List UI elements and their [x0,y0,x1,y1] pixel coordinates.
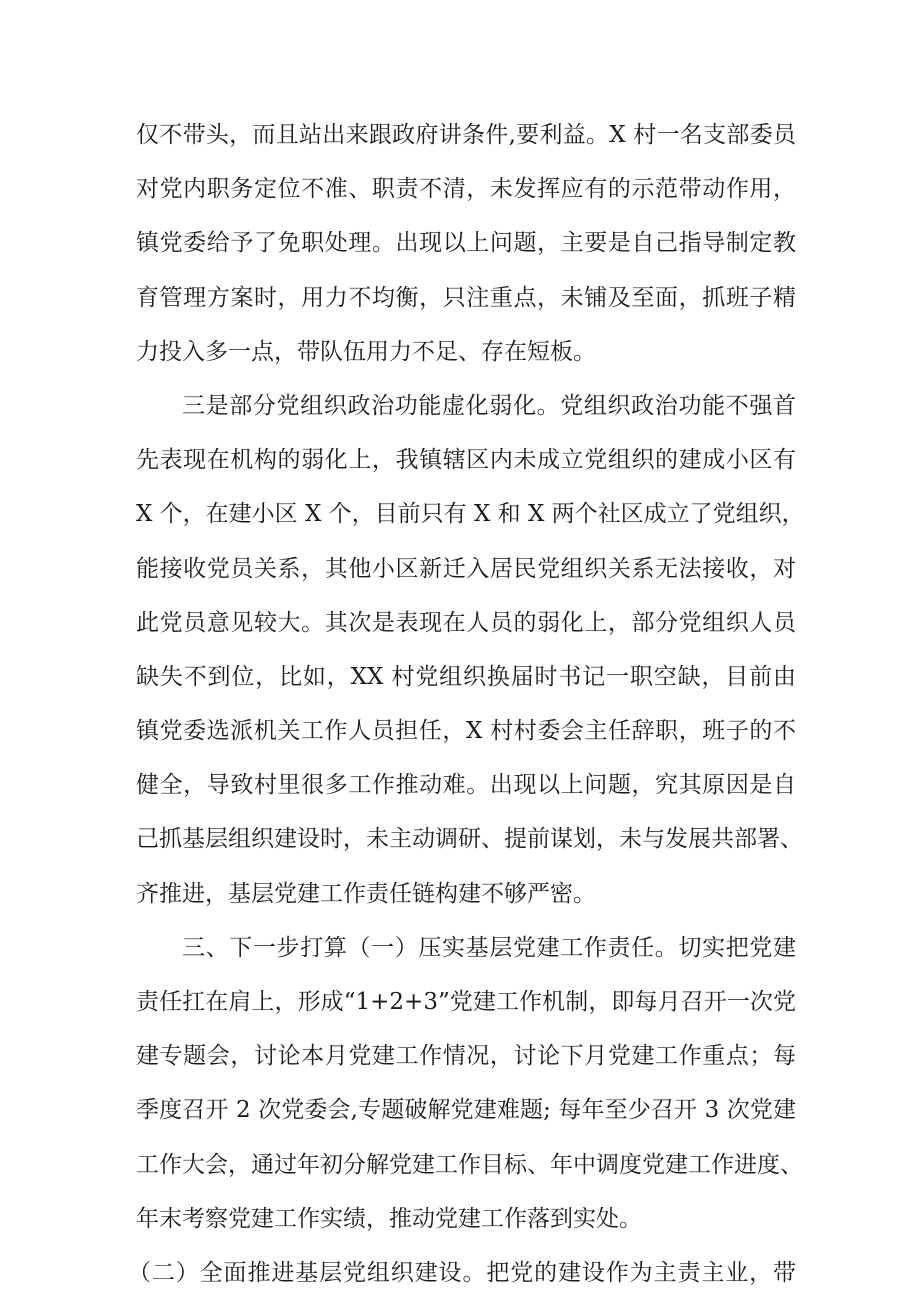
text-line: 镇党委给予了免职处理。出现以上问题，主要是自己指导制定教 [136,230,796,257]
text-line: 健全，导致村里很多工作推动难。出现以上问题，究其原因是自 [136,772,796,799]
text-line: 缺失不到位，比如，XX 村党组织换届时书记一职空缺，目前由 [136,663,796,690]
text-line: X 个，在建小区 X 个，目前只有 X 和 X 两个社区成立了党组织， [136,501,805,528]
text-line: 年末考察党建工作实绩，推动党建工作落到实处。 [136,1205,642,1232]
text-line: 对党内职务定位不准、职责不清，未发挥应有的示范带动作用， [136,176,796,203]
text-line: 此党员意见较大。其次是表现在人员的弱化上，部分党组织人员 [136,609,796,636]
text-line: 育管理方案时，用力不均衡，只注重点，未铺及至面，抓班子精 [136,284,796,311]
text-line: 己抓基层组织建设时，未主动调研、提前谋划，未与发展共部署、 [136,826,803,853]
paragraph-first-line: 三、下一步打算（一）压实基层党建工作责任。切实把党建 [182,934,796,961]
paragraph-first-line: （二）全面推进基层党组织建设。把党的建设作为主责主业，带 [128,1259,796,1286]
text-line: 仅不带头，而且站出来跟政府讲条件,要利益。X 村一名支部委员 [136,122,796,148]
text-line: 先表现在机构的弱化上，我镇辖区内未成立党组织的建成小区有 [136,447,796,474]
text-line: 工作大会，通过年初分解党建工作目标、年中调度党建工作进度、 [136,1151,803,1178]
text-line: 责任扛在肩上，形成“1+2+3”党建工作机制，即每月召开一次党 [136,989,796,1015]
text-line: 建专题会，讨论本月党建工作情况，讨论下月党建工作重点；每 [136,1043,796,1070]
paragraph-first-line: 三是部分党组织政治功能虚化弱化。党组织政治功能不强首 [182,392,796,419]
text-line: 季度召开 2 次党委会,专题破解党建难题; 每年至少召开 3 次党建 [136,1097,796,1124]
text-line: 齐推进，基层党建工作责任链构建不够严密。 [136,880,596,907]
document-body [128,108,805,1300]
text-line: 能接收党员关系，其他小区新迁入居民党组织关系无法接收，对 [136,555,796,582]
text-line: 镇党委选派机关工作人员担任，X 村村委会主任辞职，班子的不 [136,718,796,745]
text-line: 力投入多一点，带队伍用力不足、存在短板。 [136,338,596,365]
